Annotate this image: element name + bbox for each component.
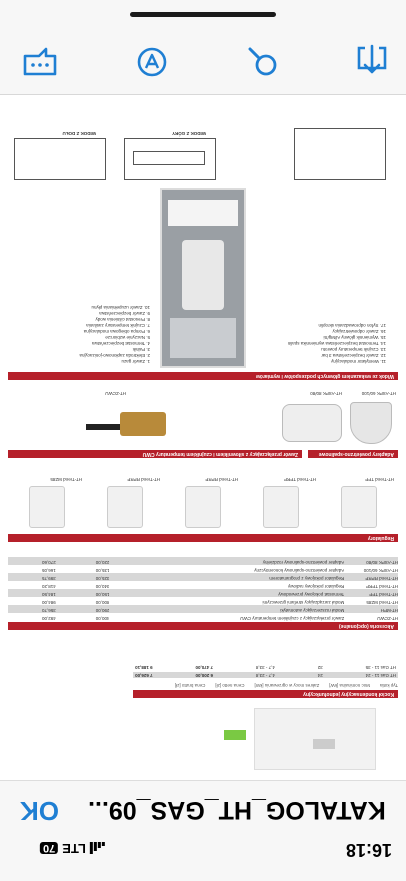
- clock: 16:18: [346, 840, 393, 860]
- flue-adapter-2: [282, 404, 342, 442]
- flue-name-2: HT-ASPK 80/80: [310, 391, 342, 396]
- table-row: HT Gas 11 - 35 32 4,7 - 33,8 7 470,00 9 188,10: [135, 665, 396, 670]
- comment-button[interactable]: [20, 42, 60, 82]
- valve-name: HT-ZCWU: [105, 391, 126, 396]
- table-title: Kocioł kondensacyjny jednofunkcyjny: [133, 690, 398, 698]
- view-top-label: WIDOK Z GÓRY: [172, 131, 206, 136]
- regulators-section: [0, 462, 406, 542]
- regulators-title: Regulatory: [8, 534, 398, 542]
- legend-item: 16. Zawór odpowietrzający: [332, 329, 386, 334]
- drawings-section: [0, 96, 406, 186]
- status-indicators: [40, 841, 105, 856]
- legend-item: 11. Wentylator modulacyjny: [331, 359, 386, 364]
- table-row: HT Gas 11 - 24 24 4,7 - 23,8 6 200,00 7 626,00: [133, 672, 398, 678]
- catalog-page: [0, 95, 406, 780]
- home-indicator: [130, 12, 276, 17]
- flue-title: Adaptery powietrzno-spalinowe: [308, 450, 398, 458]
- interior-section: [0, 190, 406, 380]
- regulator-item: [246, 466, 316, 532]
- regulator-name: HT-Trend TPRP: [283, 477, 316, 482]
- markup-icon: [135, 45, 169, 79]
- regulator-photo: [29, 486, 65, 528]
- legend-item: 8. Presostat ciśnienia wody: [95, 317, 150, 322]
- price-row: HT-Trend TPRP Regulator pokojowy radiowy 340,00 418,20: [41, 584, 398, 589]
- price-row: HT-ASPK 80/80 Adapter powietrzno-spalinowy rozdzielny 220,00 270,60: [8, 557, 398, 565]
- drawing-top: [124, 138, 216, 180]
- regulator-item: [90, 466, 160, 532]
- valve-photo: [86, 402, 166, 446]
- regulator-name: HT-Trend MZ85: [50, 477, 82, 482]
- boiler-photo: [254, 708, 376, 770]
- legend-item: 17. Syfon odprowadzania skroplin: [318, 323, 386, 328]
- regulator-item: [168, 466, 238, 532]
- energy-label: [224, 730, 246, 740]
- accessories-list: [0, 550, 406, 630]
- network-label: LTE: [62, 841, 86, 856]
- legend-item: 6. Pompa obiegowa modulacyjna: [83, 329, 150, 334]
- valve-title: Zawór przełączający z siłownikiem i czujnikiem temperatury CWU: [8, 450, 302, 458]
- price-row: HT-Trend RPRP Regulator pokojowy z programatorem 325,00 399,75: [8, 573, 398, 581]
- drawing-bottom: [14, 138, 106, 180]
- price-row: HT-Trend MZ85 Moduł zarządzający strefami grzewczymi 800,00 984,00: [41, 600, 398, 605]
- legend-item: 2. Elektroda zapłonowo-jonizacyjna: [79, 353, 150, 358]
- ok-button[interactable]: OK: [20, 796, 59, 826]
- bottom-bar: [0, 780, 406, 881]
- regulator-item: [12, 466, 82, 532]
- price-row: HT-ZCWU Zawór przełączający z czujnikiem temperatury CWU 400,00 492,00: [41, 616, 398, 621]
- comment-icon: [22, 45, 58, 79]
- regulator-name: HT-Trend TPP: [365, 477, 394, 482]
- interior-title: Widok ze wskazaniem głównych podzespołów i wymiarów: [8, 372, 398, 380]
- legend-item: 15. Wymiennik główny Al/Mg/Si: [323, 335, 386, 340]
- regulator-photo: [185, 486, 221, 528]
- legend-left: [10, 304, 150, 364]
- price-table: [0, 628, 406, 698]
- flue-name-1: HT-ASPK 60/100: [361, 391, 396, 396]
- flue-section: [0, 382, 406, 458]
- flue-adapter-1: [350, 402, 392, 444]
- view-bottom-label: WIDOK Z DOŁU: [62, 131, 96, 136]
- regulator-photo: [341, 486, 377, 528]
- accessories-rows: [8, 557, 398, 621]
- legend-item: 7. Czujnik temperatury zasilania: [86, 323, 150, 328]
- legend-item: 10. Zawór uzupełniania płynu: [91, 305, 150, 310]
- top-toolbar: [0, 0, 406, 95]
- legend-right: [256, 322, 386, 364]
- share-button[interactable]: [352, 42, 392, 82]
- search-icon: [246, 45, 280, 79]
- document-viewport[interactable]: [0, 95, 406, 780]
- signal-icon: [90, 843, 105, 855]
- regulator-name: HT-Trend RPRP: [205, 477, 238, 482]
- drawing-side: [294, 128, 386, 180]
- legend-item: 4. Termostat bezpieczeństwa: [92, 341, 150, 346]
- price-row: HT-ASPK 60/100 Adapter powietrzno-spalinowy koncentryczny 135,00 166,05: [41, 568, 398, 573]
- legend-item: 14. Termostat bezpieczeństwa wymiennika spalin: [287, 341, 386, 346]
- battery-icon: 70: [40, 843, 58, 855]
- regulators-grid: [8, 466, 398, 532]
- boiler-interior-photo: [160, 188, 246, 368]
- legend-item: 9. Zawór bezpieczeństwa: [99, 311, 150, 316]
- product-header: [0, 700, 406, 780]
- table-header: Typ kotła Moc nominalna [kW] Zakres mocy w ogrzewaniu [kW] Cena netto [zł] Cena brutto [zł]: [174, 683, 398, 688]
- legend-item: 12. Zawór bezpieczeństwa 3 bar: [321, 353, 386, 358]
- legend-item: 13. Czujnik temperatury powrotu: [321, 347, 386, 352]
- markup-button[interactable]: [132, 42, 172, 82]
- document-title: KATALOG_HT_GAS_09...: [88, 796, 386, 824]
- regulator-name: HT-Trend RPRP: [127, 477, 160, 482]
- regulator-photo: [263, 486, 299, 528]
- share-icon: [355, 44, 389, 80]
- price-row: HT-MPH Moduł rozszerzający automatyki 290,00 356,70: [8, 605, 398, 613]
- regulator-photo: [107, 486, 143, 528]
- regulator-item: [324, 466, 394, 532]
- legend-item: 1. Zawór gazu: [121, 359, 150, 364]
- search-button[interactable]: [243, 42, 283, 82]
- legend-item: 3. Palnik: [132, 347, 150, 352]
- price-row: HT-Trend TPP Termostat pokojowy przewodowy 150,00 184,50: [8, 589, 398, 597]
- legend-item: 5. Naczynie wzbiorcze: [105, 335, 150, 340]
- accessories-title: Akcesoria (opcjonalne): [8, 622, 398, 630]
